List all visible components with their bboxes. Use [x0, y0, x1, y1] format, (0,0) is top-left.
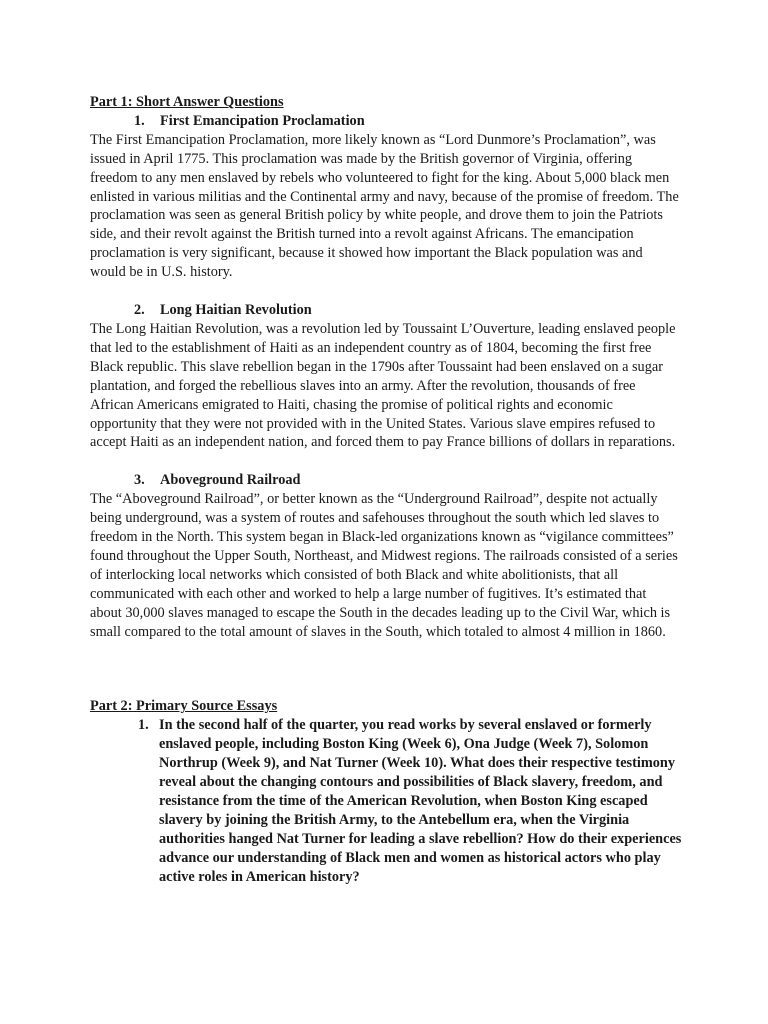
spacer	[90, 641, 680, 697]
question-1	[90, 716, 684, 886]
document-page	[90, 93, 680, 887]
item-3-number: 3.	[134, 472, 145, 489]
item-2-title-row	[90, 301, 680, 320]
part2-heading: Part 2: Primary Source Essays	[90, 698, 278, 715]
question-1-text: In the second half of the quarter, you read works by several enslaved or formerly enslaved people, including Boston King (Week 6), Ona Judge (Week 7), Solomon Northrup (Week 9), and Nat Turner (Week 10). What does their respective testimony reveal about the changing contours and possibilities of Black slavery, freedom, and resistance from the time of the American Revolution, when Boston King escaped slavery by joining the British Army, to the Antebellum era, when the Virginia authorities hanged Nat Turner for leading a slave rebellion? How do their experiences advance our understanding of Black men and women as historical actors who play active roles in American history?	[159, 717, 682, 885]
item-1-title: First Emancipation Proclamation	[160, 112, 365, 129]
item-2-title: Long Haitian Revolution	[160, 302, 312, 319]
item-1-title-row	[90, 112, 680, 131]
part1-heading: Part 1: Short Answer Questions	[90, 94, 284, 110]
item-3-title: Aboveground Railroad	[160, 472, 301, 489]
question-1-number: 1.	[138, 717, 149, 734]
spacer	[90, 282, 680, 301]
item-1-number: 1.	[134, 112, 145, 129]
item-1-paragraph: The First Emancipation Proclamation, more likely known as “Lord Dunmore’s Proclamation”, was issued in April 1775. This proclamation was made by the British governor of Virginia, offering freedom to any men enslaved by rebels who volunteered to fight for the king. About 5,000 black men enlisted in various militias and the Continental army and navy, because of the promise of freedom. The proclamation was seen as general British policy by white people, and drove them to join the Patriots side, and their revolt against the British turned into a revolt against Africans. The emancipation proclamation is very significant, because it showed how important the Black population was and would be in U.S. history.	[90, 131, 679, 281]
item-2-number: 2.	[134, 302, 145, 319]
item-3-title-row	[90, 471, 680, 490]
item-3-paragraph: The “Aboveground Railroad”, or better known as the “Underground Railroad”, despite not actually being underground, was a system of routes and safehouses throughout the south which led slaves to freedom in the North. This system began in Black-led organizations known as “vigilance committees” found throughout the Upper South, Northeast, and Midwest regions. The railroads consisted of a series of interlocking local networks which consisted of both Black and white abolitionists, that all communicated with each other and worked to help a large number of fugitives. It’s estimated that about 30,000 slaves managed to escape the South in the decades leading up to the Civil War, which is small compared to the total amount of slaves in the South, which totaled to almost 4 million in 1860.	[90, 491, 678, 640]
item-2-paragraph: The Long Haitian Revolution, was a revolution led by Toussaint L’Ouverture, leading enslaved people that led to the establishment of Haiti as an independent country as of 1804, becoming the first free Black republic. This slave rebellion began in the 1790s after Toussaint had been enslaved on a sugar plantation, and forged the rebellious slaves into an army. After the revolution, thousands of free African Americans emigrated to Haiti, chasing the promise of political rights and economic opportunity that they were not provided with in the United States. Various slave empires refused to accept Haiti as an independent nation, and forced them to pay France billions of dollars in reparations.	[90, 320, 676, 451]
spacer	[90, 452, 680, 471]
